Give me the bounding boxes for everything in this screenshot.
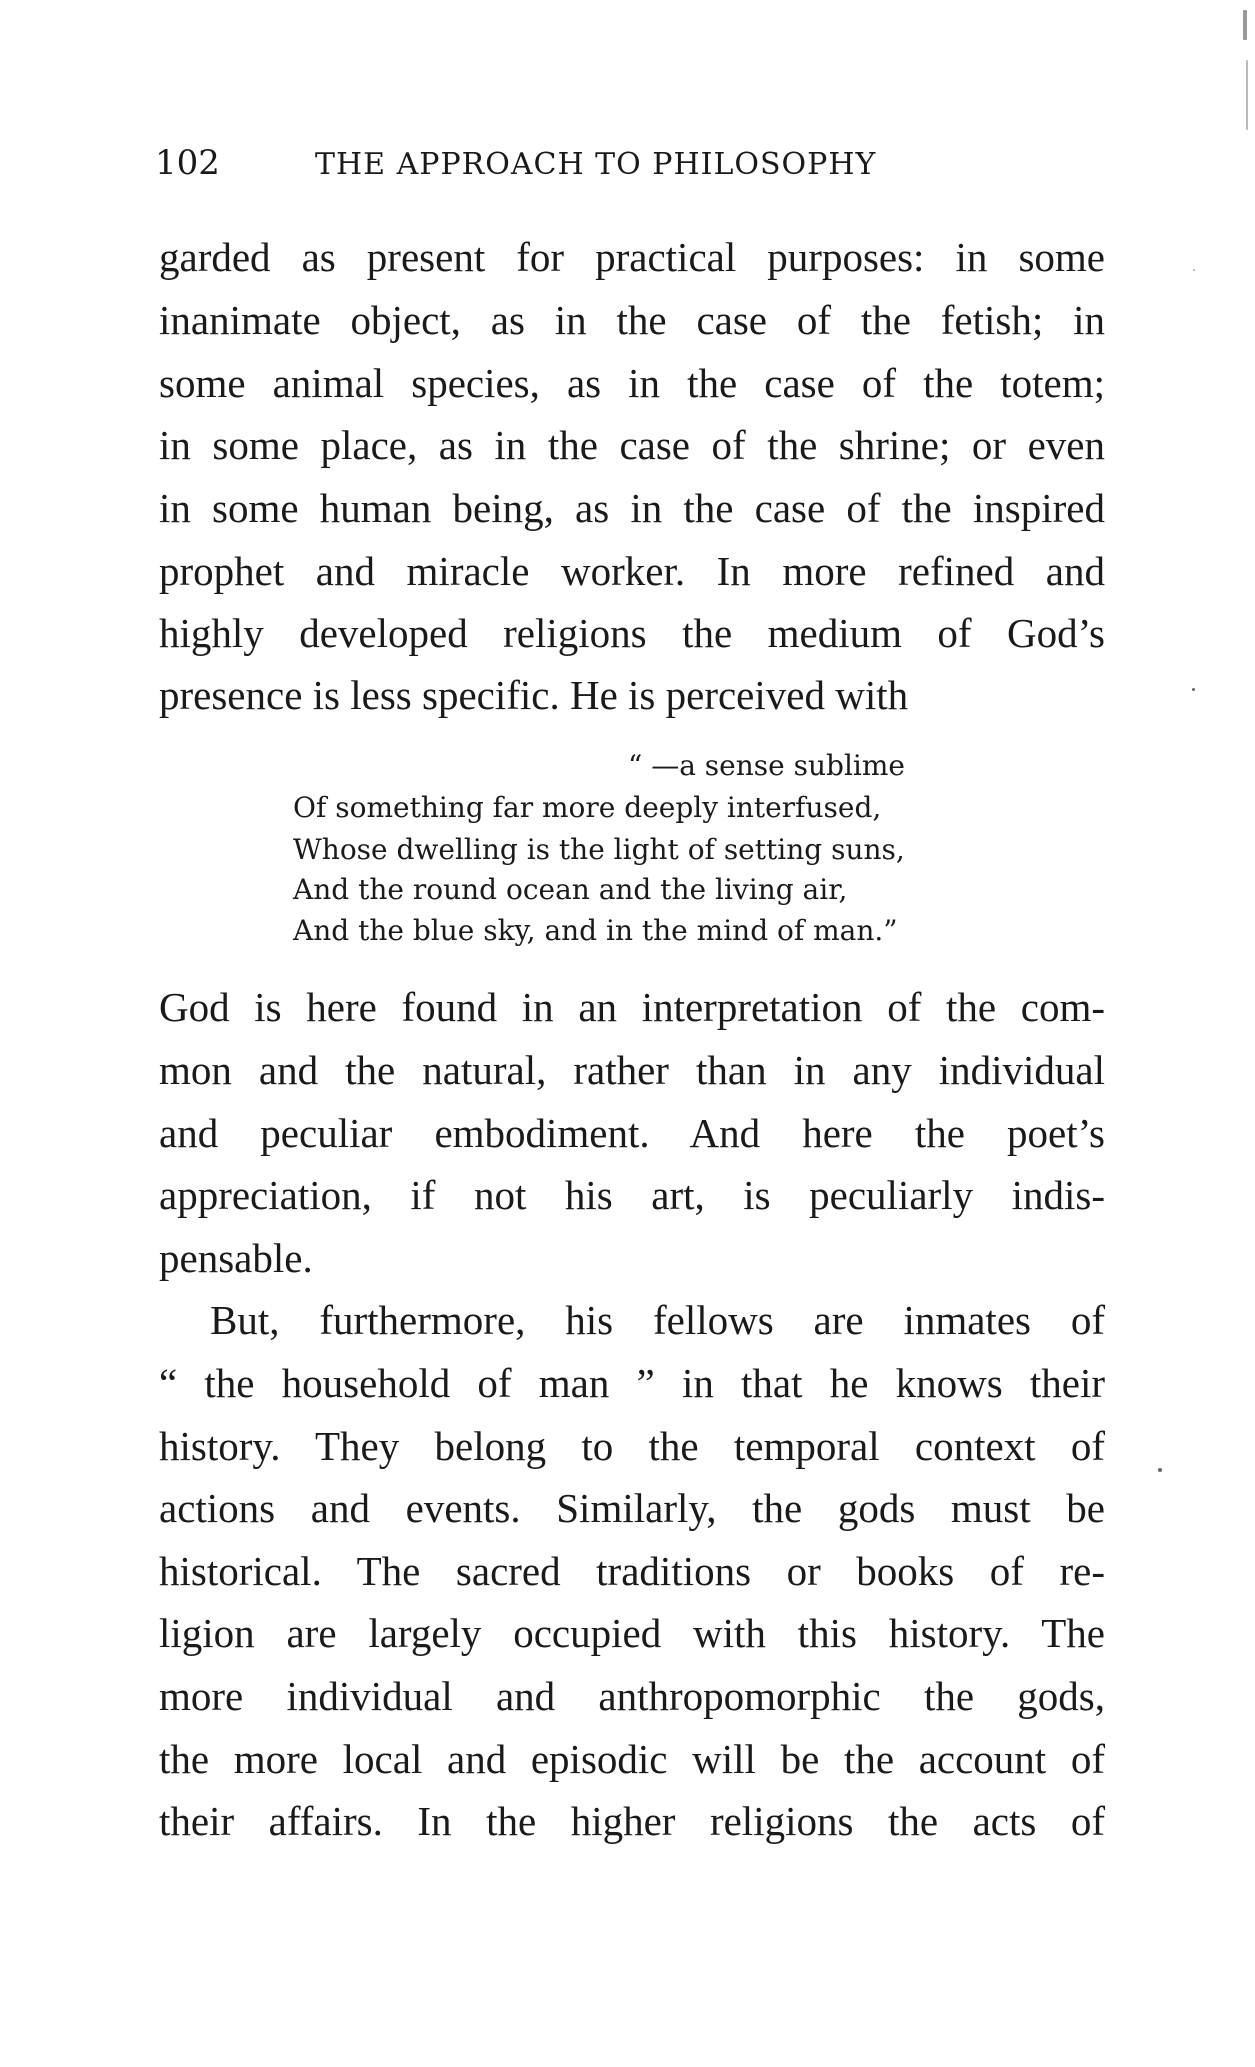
text-line: highly developed religions the medium of God’s bbox=[159, 610, 1105, 656]
running-title: THE APPROACH TO PHILOSOPHY bbox=[315, 147, 877, 182]
text-line: pensable. bbox=[159, 1235, 313, 1281]
text-line: inanimate object, as in the case of the fetish; in bbox=[159, 297, 1105, 343]
verse-line: Of something far more deeply interfused, bbox=[293, 791, 882, 824]
text-line: history. They belong to the temporal context of bbox=[159, 1423, 1105, 1469]
verse-line: And the blue sky, and in the mind of man.” bbox=[293, 914, 898, 947]
text-line: some animal species, as in the case of the totem; bbox=[159, 360, 1105, 406]
text-line: their affairs. In the higher religions the acts of bbox=[159, 1798, 1105, 1844]
text-line: historical. The sacred traditions or books of re- bbox=[159, 1548, 1105, 1594]
text-line: But, furthermore, his fellows are inmates of bbox=[210, 1297, 1105, 1343]
text-line: the more local and episodic will be the account of bbox=[159, 1736, 1105, 1782]
verse-line: And the round ocean and the living air, bbox=[293, 873, 848, 906]
text-line: God is here found in an interpretation of the com- bbox=[159, 984, 1105, 1030]
text-line: presence is less specific. He is perceived with bbox=[159, 672, 909, 718]
text-line: in some place, as in the case of the shrine; or even bbox=[159, 422, 1105, 468]
verse-line: Whose dwelling is the light of setting suns, bbox=[293, 833, 905, 866]
text-line: in some human being, as in the case of the inspired bbox=[159, 485, 1105, 531]
page-header bbox=[155, 143, 955, 187]
text-line: actions and events. Similarly, the gods must be bbox=[159, 1485, 1105, 1531]
verse-line: “ —a sense sublime bbox=[628, 749, 905, 782]
text-line: more individual and anthropomorphic the gods, bbox=[159, 1673, 1105, 1719]
text-line: “ the household of man ” in that he knows their bbox=[159, 1360, 1105, 1406]
text-line: prophet and miracle worker. In more refined and bbox=[159, 548, 1105, 594]
text-line: garded as present for practical purposes: in some bbox=[159, 234, 1105, 280]
text-line: and peculiar embodiment. And here the poet’s bbox=[159, 1110, 1105, 1156]
page-number: 102 bbox=[155, 143, 220, 183]
text-line: mon and the natural, rather than in any individual bbox=[159, 1047, 1105, 1093]
text-line: ligion are largely occupied with this history. The bbox=[159, 1610, 1105, 1656]
text-line: appreciation, if not his art, is peculiarly indis- bbox=[159, 1172, 1105, 1218]
